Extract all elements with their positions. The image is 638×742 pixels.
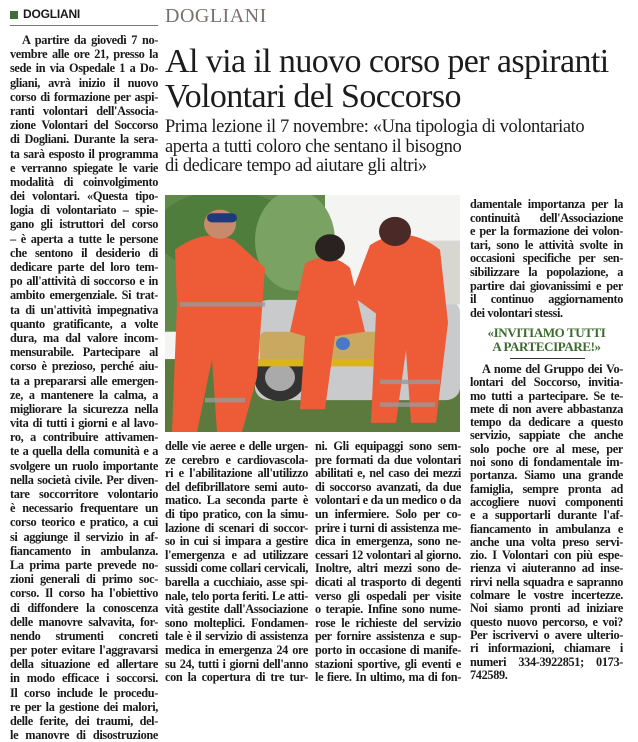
text-line: tale è il servizio di assistenza (165, 630, 308, 644)
text-line: è necessario frequentare un (10, 501, 158, 516)
text-line: si aggiunge il servizio in af- (10, 529, 158, 544)
text-line: ta a prepararsi alle emergen- (10, 373, 158, 388)
text-line: di tipo pratico, con la simu- (165, 507, 308, 521)
headline-line: Volontari del Soccorso (165, 78, 461, 115)
text-line: dica in emergenza, sono ne- (315, 535, 461, 549)
subheadline (165, 118, 584, 177)
text-line: rose le richieste del servizio (315, 616, 461, 630)
text-line: rienza vi aiuteranno ad inse- (470, 562, 623, 576)
text-line: di soccorso avanzati, da due (315, 480, 461, 494)
text-line: o terapie. Infine sono nume- (315, 603, 461, 617)
text-line: vità gestite dall'Associazione (165, 603, 308, 617)
pullquote-line: A PARTECIPARE!» (492, 339, 601, 354)
text-line: ta di un'attività impegnativa (10, 302, 158, 317)
text-line: questo nuovo percorso, e voi? (470, 615, 623, 629)
text-line: e per la formazione dei volon- (470, 225, 623, 239)
text-line: delle vie aeree e delle urgen- (165, 440, 308, 453)
pullquote-heading (470, 326, 623, 354)
text-line: dicati al trasporto di degenti (315, 575, 461, 589)
text-line: tempo da dedicare a questo (470, 416, 623, 430)
text-line: cessari 12 volontari al giorno. (315, 548, 461, 562)
article-photo (165, 195, 460, 432)
text-line: corso è prezioso, perché aiu- (10, 359, 158, 374)
text-line: ro, a contribuire attivamen- (10, 430, 158, 445)
text-line: porto in occasione di manife- (315, 643, 461, 657)
text-line: il continuo aggiornamento (470, 293, 623, 307)
text-line: stazioni sportive, gli eventi e (315, 657, 461, 671)
text-line: delle manovre salvavita, for- (10, 614, 158, 629)
text-line: della situazione ed allertare (10, 657, 158, 672)
text-line: vembre alle ore 21, presso la (10, 47, 158, 62)
text-line: con la copertura di tre tur- (165, 671, 308, 685)
article-column-right-top (470, 198, 623, 320)
text-line: damentale importanza per la (470, 198, 623, 211)
text-line: nendo strumenti concreti (10, 628, 158, 643)
text-line: le manovre di disostruzione (10, 728, 158, 742)
article-column-bottom-1 (165, 440, 308, 685)
text-line: occasioni specifiche per sen- (470, 252, 623, 266)
article-column-bottom-2 (315, 440, 461, 685)
text-line: corso di formazione per aspi- (10, 89, 158, 104)
text-line: quanto gratificante, a volte (10, 316, 158, 331)
text-line: pre formati da due volontari (315, 453, 461, 467)
text-line: continuità dell'Associazione (470, 211, 623, 225)
text-line: verso gli ospedali per visite (315, 589, 461, 603)
headline (165, 44, 609, 114)
text-line: te a quella della comunità e a (10, 444, 158, 459)
text-line: delle ferite, dei traumi, del- (10, 714, 158, 728)
text-line: modalità di coinvolgimento (10, 174, 158, 189)
text-line: ze, a mantenere la calma, a (10, 387, 158, 402)
subheadline-line: di dedicare tempo ad aiutare gli altri» (165, 156, 427, 176)
text-line: volontari e da un medico o da (315, 494, 461, 508)
text-line: sibilizzare la popolazione, a (470, 265, 623, 279)
text-line: tare soccorritore volontario (10, 487, 158, 501)
text-line: e verranno spiegate le varie (10, 160, 158, 175)
text-line: solo poche ore al mese, per (470, 442, 623, 456)
text-line: lazione di scenari di soccor- (165, 521, 308, 535)
text-line: so in cui si impara a gestire (165, 535, 308, 549)
text-line: ri informazioni, chiamare i (470, 642, 623, 656)
text-line: migliorare la sicurezza nella (10, 401, 158, 416)
text-line: mete di non avere abbastanza (470, 402, 623, 416)
text-line: dedicare parte del loro tem- (10, 260, 158, 274)
text-line: – è aperta a tutte le persone (10, 231, 158, 246)
text-line: gliani, avrà inizio il nuovo (10, 75, 158, 90)
text-line: portanza. Siamo una grande (470, 469, 623, 483)
subheadline-line: aperta a tutti coloro che sentano il bisogno (165, 136, 462, 157)
text-line: abilitati e, nel caso dei mezzi (315, 467, 461, 481)
text-line: noi sono di fondamentale im- (470, 456, 623, 470)
text-line: nale, telo porta feriti. Le atti- (165, 589, 308, 603)
text-line: po all'attività di soccorso e in (10, 274, 158, 289)
text-line: ze cerebro e cardiovascola- (165, 453, 308, 467)
text-line: mo tutti a partecipare. Se te- (470, 389, 623, 403)
text-line: barella a cucchiaio, asse spi- (165, 575, 308, 589)
section-square-icon (10, 11, 18, 19)
subheadline-line: Prima lezione il 7 novembre: «Una tipologia di volontariato (165, 117, 585, 137)
text-line: e a supportarli durante l'af- (470, 509, 623, 523)
text-line: che sentono il desiderio di (10, 245, 158, 260)
text-line: un infermiere. Solo per co- (315, 507, 461, 521)
text-line: lontari del Soccorso, invitia- (470, 376, 623, 390)
text-line: ambito emergenziale. Si trat- (10, 288, 158, 303)
text-line: del defibrillatore semi auto- (165, 480, 308, 494)
text-line: sede in via Ospedale 1 a Do- (10, 61, 158, 76)
text-line: matico. La seconda parte è (165, 494, 308, 508)
text-line: l'emergenza e ad utilizzare (165, 548, 308, 562)
text-line: ni. Gli equipaggi sono sem- (315, 440, 461, 453)
text-line: zione Volontari del Soccorso (10, 118, 158, 133)
text-line: colmare le vostre incertezze. (470, 589, 623, 603)
text-line: zio. I Volontari con più espe- (470, 549, 623, 563)
text-line: nella società civile. Per diven- (10, 472, 158, 487)
text-line: prire i turni di assistenza me- (315, 521, 461, 535)
text-line: dei volontari stessi. (470, 306, 563, 320)
text-line: ri e l'abilitazione all'utilizzo (165, 467, 308, 481)
article-column-left (10, 33, 158, 742)
text-line: corso. Il corso ha l'obiettivo (10, 586, 158, 601)
article-kicker: DOGLIANI (165, 5, 267, 27)
text-line: per poter evitare l'aggravarsi (10, 643, 158, 658)
text-line: gano gli istruttori del corso (10, 217, 158, 232)
section-tag-label: DOGLIANI (23, 7, 81, 21)
text-line: dura, ma dal valore incom- (10, 330, 158, 345)
text-line: Il corso include le procedu- (10, 685, 158, 700)
text-line: 742589. (470, 668, 508, 682)
text-line: partire dai giovanissimi e per (470, 279, 623, 293)
text-line: rirvi nella squadra e sapranno (470, 575, 623, 589)
text-line: di Dogliani. Durante la sera- (10, 132, 158, 147)
text-line: per fornire assistenza e sup- (315, 630, 461, 644)
text-line: ranti volontari dell'Associa- (10, 103, 158, 118)
headline-line: Al via il nuovo corso per aspiranti (165, 43, 609, 80)
text-line: servizio, sappiate che anche (470, 429, 623, 443)
text-line: corso teorico e pratico, a cui (10, 515, 158, 530)
text-line: di diffondere la conoscenza (10, 600, 158, 615)
text-line: numeri 334-3922851; 0173- (470, 655, 623, 669)
text-line: su 24, tutti i giorni dell'anno (165, 657, 308, 671)
article-column-right-bottom (470, 363, 623, 682)
text-line: Inoltre, altri mezzi sono de- (315, 562, 461, 576)
text-line: tari, sono le attività svolte in (470, 238, 623, 252)
text-line: famiglia, sempre pronta ad (470, 482, 623, 496)
text-line: accogliere nuovi componenti (470, 495, 623, 509)
text-line: le fiere. In ultimo, ma di fon- (315, 671, 461, 685)
text-line: mensurabile. Partecipare al (10, 345, 158, 360)
pullquote-line: «INVITIAMO TUTTI (487, 325, 606, 340)
text-line: fiancamento in ambulanza. (10, 543, 158, 558)
text-line: logia di volontariato – spie- (10, 203, 158, 218)
text-line: anche una volta preso servi- (470, 535, 623, 549)
text-line: La prima parte prevede no- (10, 557, 158, 572)
text-line: sono molteplici. Fondamen- (165, 616, 308, 630)
text-line: A partire da giovedì 7 no- (22, 33, 158, 47)
text-line: svolgere un ruolo importante (10, 458, 158, 473)
text-line: sussidi come collari cervicali, (165, 562, 308, 576)
text-line: vita di tutti i giorni e al lavo- (10, 416, 158, 431)
text-line: dei volontari. «Questa tipo- (10, 189, 158, 204)
pullquote-divider (510, 358, 585, 359)
text-line: medica in emergenza 24 ore (165, 643, 308, 657)
text-line: Noi siamo pronti ad iniziare (470, 602, 623, 616)
text-line: fiancamento in ambulanza e (470, 522, 623, 536)
text-line: Per iscrivervi o avere ulterio- (470, 628, 623, 642)
text-line: in modo efficace i soccorsi. (10, 671, 158, 686)
text-line: re per la gestione dei malori, (10, 699, 158, 714)
text-line: zioni generali di primo soc- (10, 572, 158, 587)
text-line: A nome del Gruppo dei Vo- (482, 363, 623, 376)
section-tag (10, 6, 158, 26)
text-line: ta sarà esposto il programma (10, 146, 158, 161)
